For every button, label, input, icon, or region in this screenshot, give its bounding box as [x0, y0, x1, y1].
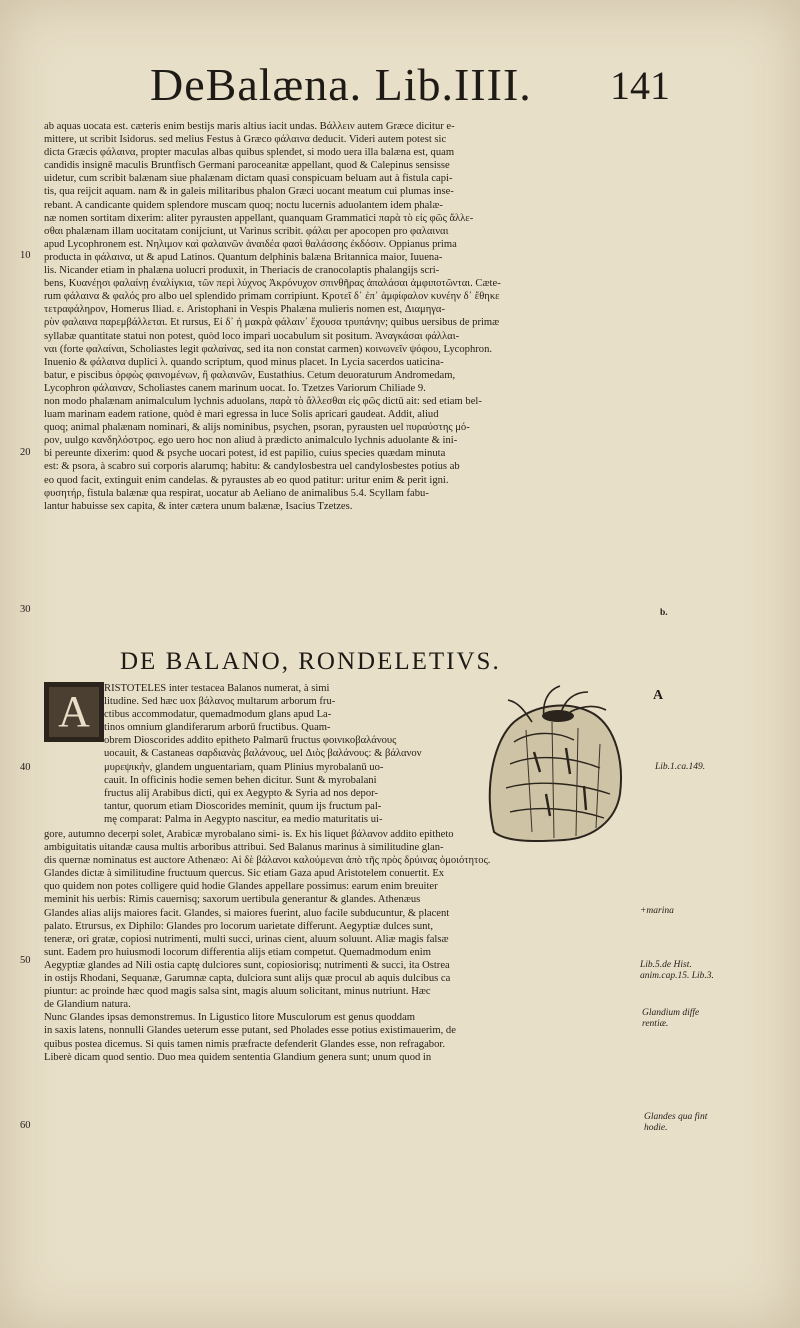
text-line: Aegyptiæ glandes ad Nili ostia captę dulciores sunt, copiosiorisq; nutrimenti & succi, ita Ostrea	[44, 959, 450, 971]
line-number-20: 20	[20, 447, 31, 458]
text-line: in saxis latens, nonnulli Glandes ueterum esse putant, sed Pholades esse potius existimauerim, de	[44, 1025, 456, 1037]
text-line: batur, e piscibus ὀρφὼς φαινομένων, ἢ φαλαινῶν, Eustathius. Cetum deuoraturum Andromedam,	[44, 369, 456, 381]
line-number-40: 40	[20, 762, 31, 773]
text-line: dicta Græcis φάλαινα, propter maculas albas quibus splendet, si modo uera illa balæna est, quam	[44, 147, 455, 159]
text-line: quo quidem non potes colligere quid hodie Glandes appellare possimus: earum enim breuiter	[44, 881, 438, 893]
running-title: DeBalæna. Lib.IIII.	[150, 59, 532, 110]
text-line: palato. Etrursus, ex Diphilo: Glandes pro locorum uarietate differunt. Aegyptiæ dulces sunt,	[44, 920, 434, 932]
text-line: ρὺν φαλαινα παρεμβάλλεται. Et rursus, Εἰ δ᾽ ἡ μακρὰ φάλαιν᾽ ἔχουσα τρυπάνην; quibus uersibus de primæ	[44, 317, 500, 329]
line-number-30: 30	[20, 604, 31, 615]
text-line: sunt. Eadem pro huiusmodi locorum differentia alijs etiam competut. Quemadmodum enim	[44, 946, 431, 958]
text-line: de Glandium natura.	[44, 999, 131, 1011]
text-line: Liberè dicam quod sentio. Duo mea quidem sententia Glandium genera sunt; unum quod in	[44, 1051, 432, 1063]
text-line: tantur, quorum etiam Dioscorides meminit, quum ijs fructum pal-	[104, 800, 382, 812]
section-heading: DE BALANO, RONDELETIVS.	[120, 648, 501, 675]
text-line: næ nomen sortitam dixerim: aliter pyrausten appellant, quanquam Grammatici παρὰ τὸ εἰς φῶς ἄλλε-	[44, 212, 474, 224]
text-line: dis quernæ nominatus est auctore Athenæo: Αἱ δὲ βάλανοι καλούμεναι ἀπὸ τῆς πρὸς δρύινας ὁμοιότητος.	[44, 855, 491, 867]
text-line: bi pereunte dixerim: quod & psyche uocari potest, id est papilio, cuius species quædam minuta	[44, 448, 446, 460]
text-line: eo quod facit, extinguit enim candelas. & pyraustes ab eo quod patitur: uritur enim & perit igni.	[44, 474, 449, 486]
margin-note-glandes: Glandes qua fint hodie.	[644, 1112, 708, 1133]
text-line: ναι (forte φαλαίναι, Scholiastes legit φαλαίνας, sed ita non constat carmen) κοινωνεῖν ψόφου, Lycophron.	[44, 343, 493, 355]
margin-note-hist: Lib.5.de Hist. anim.cap.15. Lib.3.	[640, 960, 714, 981]
line-number-50: 50	[20, 955, 31, 966]
text-line: RISTOTELES inter testacea Balanos numerat, à simi	[104, 683, 330, 694]
margin-note-marina: +marina	[640, 906, 674, 916]
text-line: meminit his uerbis: Rimis cauernisq; saxorum uertibula generantur & glandes. Athenæus	[44, 894, 421, 906]
page-header	[150, 58, 670, 118]
text-line: producta in φάλαινα, ut & apud Latinos. Quantum delphinis balæna Britannica maior, Iuuena-	[44, 251, 443, 263]
text-line: mę comparat: Palma in Aegypto nascitur, ea medio maturitatis ui-	[104, 813, 383, 825]
balanus-text-lower	[44, 828, 642, 1064]
text-line: rebant. A candicante quidem splendore muscam quoq; noctu lucernis aduolantem idem phalæ-	[44, 199, 443, 211]
text-line: tinos omnium glandiferarum arborū fructibus. Quam-	[104, 722, 331, 734]
text-line: apud Lycophronem est. Νηλιμον καὶ φαλαινῶν ἀναιδέα φασὶ θαλάσσης ἐκδόσιν. Oppianus prima	[44, 238, 457, 250]
text-line: Inuenio & φάλαινα duplici λ. quando scriptum, quod minus placet. In Lycia sacerdos uaticina-	[44, 356, 444, 368]
text-line: uocauit, & Castaneas σαρδιανὰς βαλάνους, uel Διὸς βαλάνους: & βάλανον	[104, 748, 422, 760]
text-line: in ostijs Rhodani, Sequanæ, Garumnæ capta, dulciora sunt alijs quæ procul ab aquis dulcibus ca	[44, 973, 451, 985]
line-number-60: 60	[20, 1120, 31, 1131]
text-line: ctibus accommodatur, quemadmodum glans apud La-	[104, 709, 332, 721]
text-line: quibus postea dicemus. Si quis tamen nimis præfracte defenderit Glandes esse, non refragabor.	[44, 1038, 445, 1050]
line-number-10: 10	[20, 250, 31, 261]
text-line: bens, Κυανέῃσι φαλαίνῃ ἐναλίγκια, τῶν περὶ λύχνος Ἀκρόνυχον σπινθῆρας ἀπαλάσαι ἀμφιποτῶνται. Cæte-	[44, 278, 501, 290]
text-line: cauit. In officinis hodie semen behen dicitur. Sunt & myrobalani	[104, 774, 377, 786]
text-line: μυρεψικὴν, glandem unguentariam, quam Plinius myrobalanū uo-	[104, 761, 384, 773]
text-line: est: & psora, à scabro sui corporis alarumq; habitu: & candylosbestra uel candylosbestes potius ab	[44, 461, 460, 473]
text-line: Glandes dictæ à similitudine fructuum quercus. Sic etiam Gaza apud Aristotelem conuertit. Ex	[44, 868, 445, 880]
barnacle-woodcut-icon	[474, 682, 630, 842]
text-line: tis, qua reijcit aquam. nam & in galeis militaribus phalon Græci uocant meatum cui plumas inse-	[44, 186, 454, 198]
text-line: Glandes alias alijs maiores facit. Glandes, si maiores fuerint, aluo facile subducuntur, & placent	[44, 907, 450, 919]
balanus-text-upper	[104, 682, 466, 826]
text-line: lis. Nicander etiam in phalæna uolucri produxit, in Theriacis de cranocolaptis phalangijs scri-	[44, 265, 440, 277]
text-line: candidis insignē maculis Bruntfisch Germani paroceanitæ appellant, quod & Calepinus sensisse	[44, 160, 450, 172]
margin-note-b: b.	[660, 608, 668, 618]
text-line: uidetur, cum scribit balænam siue phalænam dictam quasi conspicuam beluam aut à fistula capi-	[44, 173, 453, 185]
text-line: gore, autumno decerpi solet, Arabicæ myrobalano simi- is. Ex his liquet βάλανον addito epitheto	[44, 829, 454, 840]
text-line: lantur habuisse sex capita, & inter cætera unum balænæ, Isacius Tzetzes.	[44, 500, 353, 512]
text-line: mittere, ut scribit Isidorus. sed melius Festus à Græco φάλαινα deducit. Videri autem potest sic	[44, 134, 447, 146]
page-number: 141	[610, 63, 670, 108]
text-line: Nunc Glandes ipsas demonstremus. In Ligustico litore Musculorum est genus quoddam	[44, 1012, 416, 1024]
text-line: φυσητήρ, fistula balænæ qua respirat, uocatur ab Aeliano de animalibus 5.4. Scyllam fabu-	[44, 487, 429, 499]
balaena-text	[44, 120, 642, 513]
margin-note-glandium: Glandium diffe rentiæ.	[642, 1008, 700, 1029]
text-line: ambiguitatis uitandæ causa multis arboribus attribui. Sed Balanus marinus à similitudine glan-	[44, 842, 444, 854]
margin-note-lib1: Lib.1.ca.149.	[655, 762, 706, 772]
text-line: litudine. Sed hæc uox βάλανος multarum arborum fru-	[104, 696, 336, 708]
text-line: σθαι phalænam illam uocitatam conijciunt, ut Varinus scribit. φάλαι per apocopen pro φαλαιναι	[44, 225, 449, 237]
text-line: τετραφάληρον, Homerus Iliad. ε. Aristophani in Vespis Phalæna mulieris nomen est, Διαμηγα-	[44, 304, 445, 316]
text-line: ρον, uulgo κανδηλόστρος. ego uero hoc non aliud à prædicto animalculo lychnis aduolante & ini-	[44, 435, 458, 447]
text-line: quoq; animal phalænam nominari, & alijs nominibus, psychen, psoran, pyrausten uel πυραύστης μό-	[44, 422, 470, 434]
decorated-initial-icon	[44, 682, 104, 742]
text-line: non modo phalænam animalculum lychnis aduolans, παρὰ τὸ ἄλλεσθαι εἰς φῶς dictū ait: sed etiam bel-	[44, 395, 482, 407]
text-line: rum φάλαινα & φαλός pro albo uel splendido primam corripiunt. Κροτεῖ δ᾽ ἐπ᾽ ἀμφίφαλον κυνέην δ᾽ ἔθηκε	[44, 291, 500, 303]
initial-letter: A	[58, 687, 90, 736]
text-line: piuntur: ac proinde hæc quod magis salsa sint, magis aluum solicitant, minus nutriunt. Hæc	[44, 986, 431, 998]
text-line: obrem Dioscorides addito epitheto Palmarū fructus φοινικοβαλάνους	[104, 735, 397, 747]
text-line: teneræ, ori gratæ, copiosi nutrimenti, multi succi, urinas cient, aluum soluunt. Aliæ magis falsæ	[44, 933, 449, 945]
text-line: Lycophron φάλαιναν, Scholiastes canem marinum uocat. Io. Tzetzes Variorum Chiliade 9.	[44, 382, 426, 394]
margin-note-a: A	[653, 688, 664, 703]
text-line: luam marinam eadem ratione, quòd è mari egressa in luce Solis apricari gaudeat. Addit, aliud	[44, 409, 439, 421]
text-line: fructus alij Arabibus dicti, qui ex Aegypto & Syria ad nos depor-	[104, 787, 378, 799]
text-line: ab aquas uocata est. cæteris enim bestijs maris altius iacit undas. Βάλλειν autem Græce dicitur e-	[44, 121, 455, 132]
text-line: syllabæ quantitate statui non potest, quòd loco impari uocabulum sit positum. Ἀναγκάσαι φάλλαι-	[44, 330, 460, 342]
